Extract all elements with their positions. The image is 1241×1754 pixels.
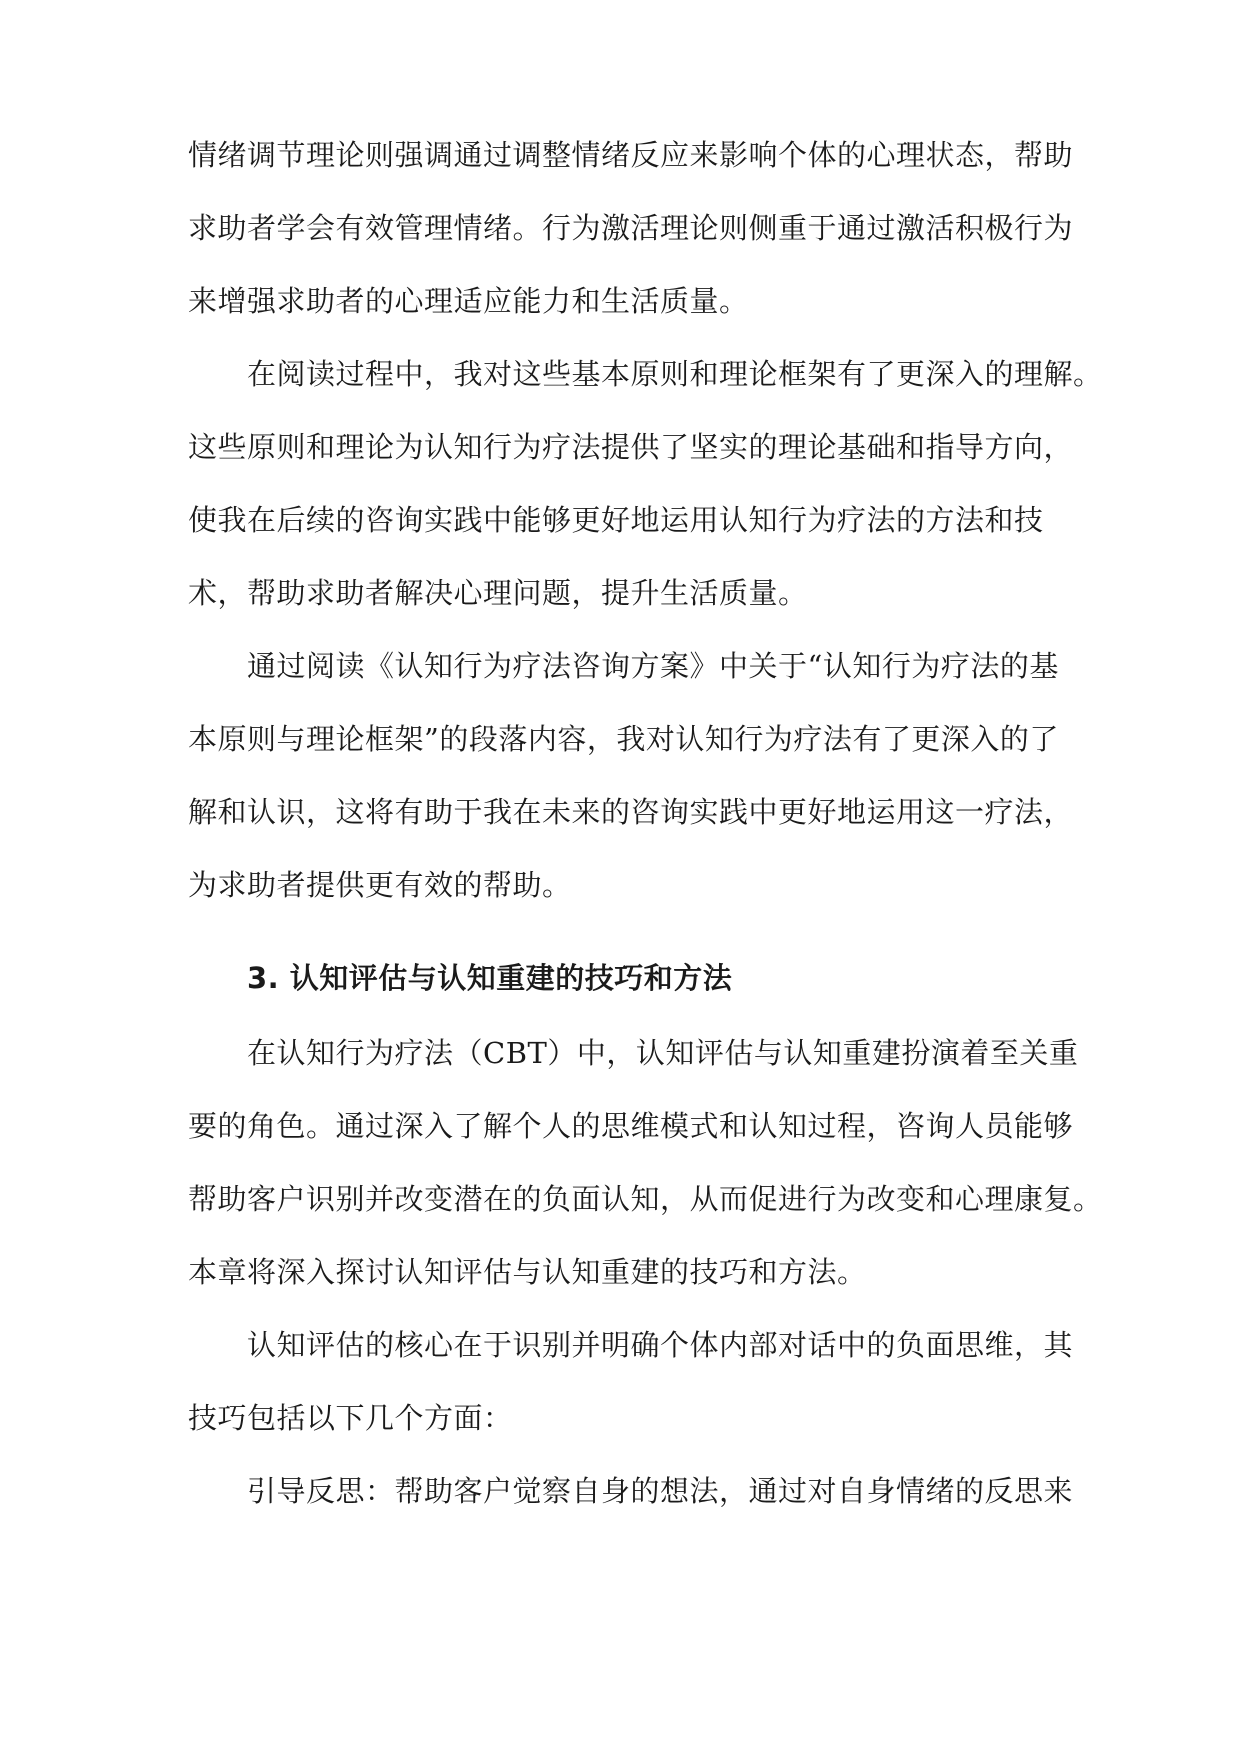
text-line: 技巧包括以下几个方面： — [188, 1401, 513, 1435]
text-line: 求助者学会有效管理情绪。行为激活理论则侧重于通过激活积极行为 — [188, 211, 1074, 245]
text-line: 为求助者提供更有效的帮助。 — [188, 868, 572, 902]
text-line: 引导反思：帮助客户觉察自身的想法，通过对自身情绪的反思来 — [247, 1474, 1074, 1508]
text-line: 通过阅读《认知行为疗法咨询方案》中关于“认知行为疗法的基 — [247, 649, 1059, 683]
text-line: 解和认识，这将有助于我在未来的咨询实践中更好地运用这一疗法， — [188, 795, 1074, 829]
text-line: 来增强求助者的心理适应能力和生活质量。 — [188, 284, 749, 318]
text-line: 本原则与理论框架”的段落内容，我对认知行为疗法有了更深入的了 — [188, 722, 1059, 756]
text-line: 术，帮助求助者解决心理问题，提升生活质量。 — [188, 576, 808, 610]
text-line: 情绪调节理论则强调通过调整情绪反应来影响个体的心理状态，帮助 — [188, 138, 1074, 172]
text-line: 使我在后续的咨询实践中能够更好地运用认知行为疗法的方法和技 — [188, 503, 1044, 537]
text-line: 在认知行为疗法（CBT）中，认知评估与认知重建扮演着至关重 — [247, 1036, 1079, 1070]
text-line: 认知评估的核心在于识别并明确个体内部对话中的负面思维，其 — [247, 1328, 1074, 1362]
text-line: 帮助客户识别并改变潜在的负面认知，从而促进行为改变和心理康复。 — [188, 1182, 1103, 1216]
section-heading: 3. 认知评估与认知重建的技巧和方法 — [247, 961, 733, 995]
text-line: 要的角色。通过深入了解个人的思维模式和认知过程，咨询人员能够 — [188, 1109, 1074, 1143]
text-line: 这些原则和理论为认知行为疗法提供了坚实的理论基础和指导方向， — [188, 430, 1074, 464]
text-line: 本章将深入探讨认知评估与认知重建的技巧和方法。 — [188, 1255, 867, 1289]
text-line: 在阅读过程中，我对这些基本原则和理论框架有了更深入的理解。 — [247, 357, 1103, 391]
